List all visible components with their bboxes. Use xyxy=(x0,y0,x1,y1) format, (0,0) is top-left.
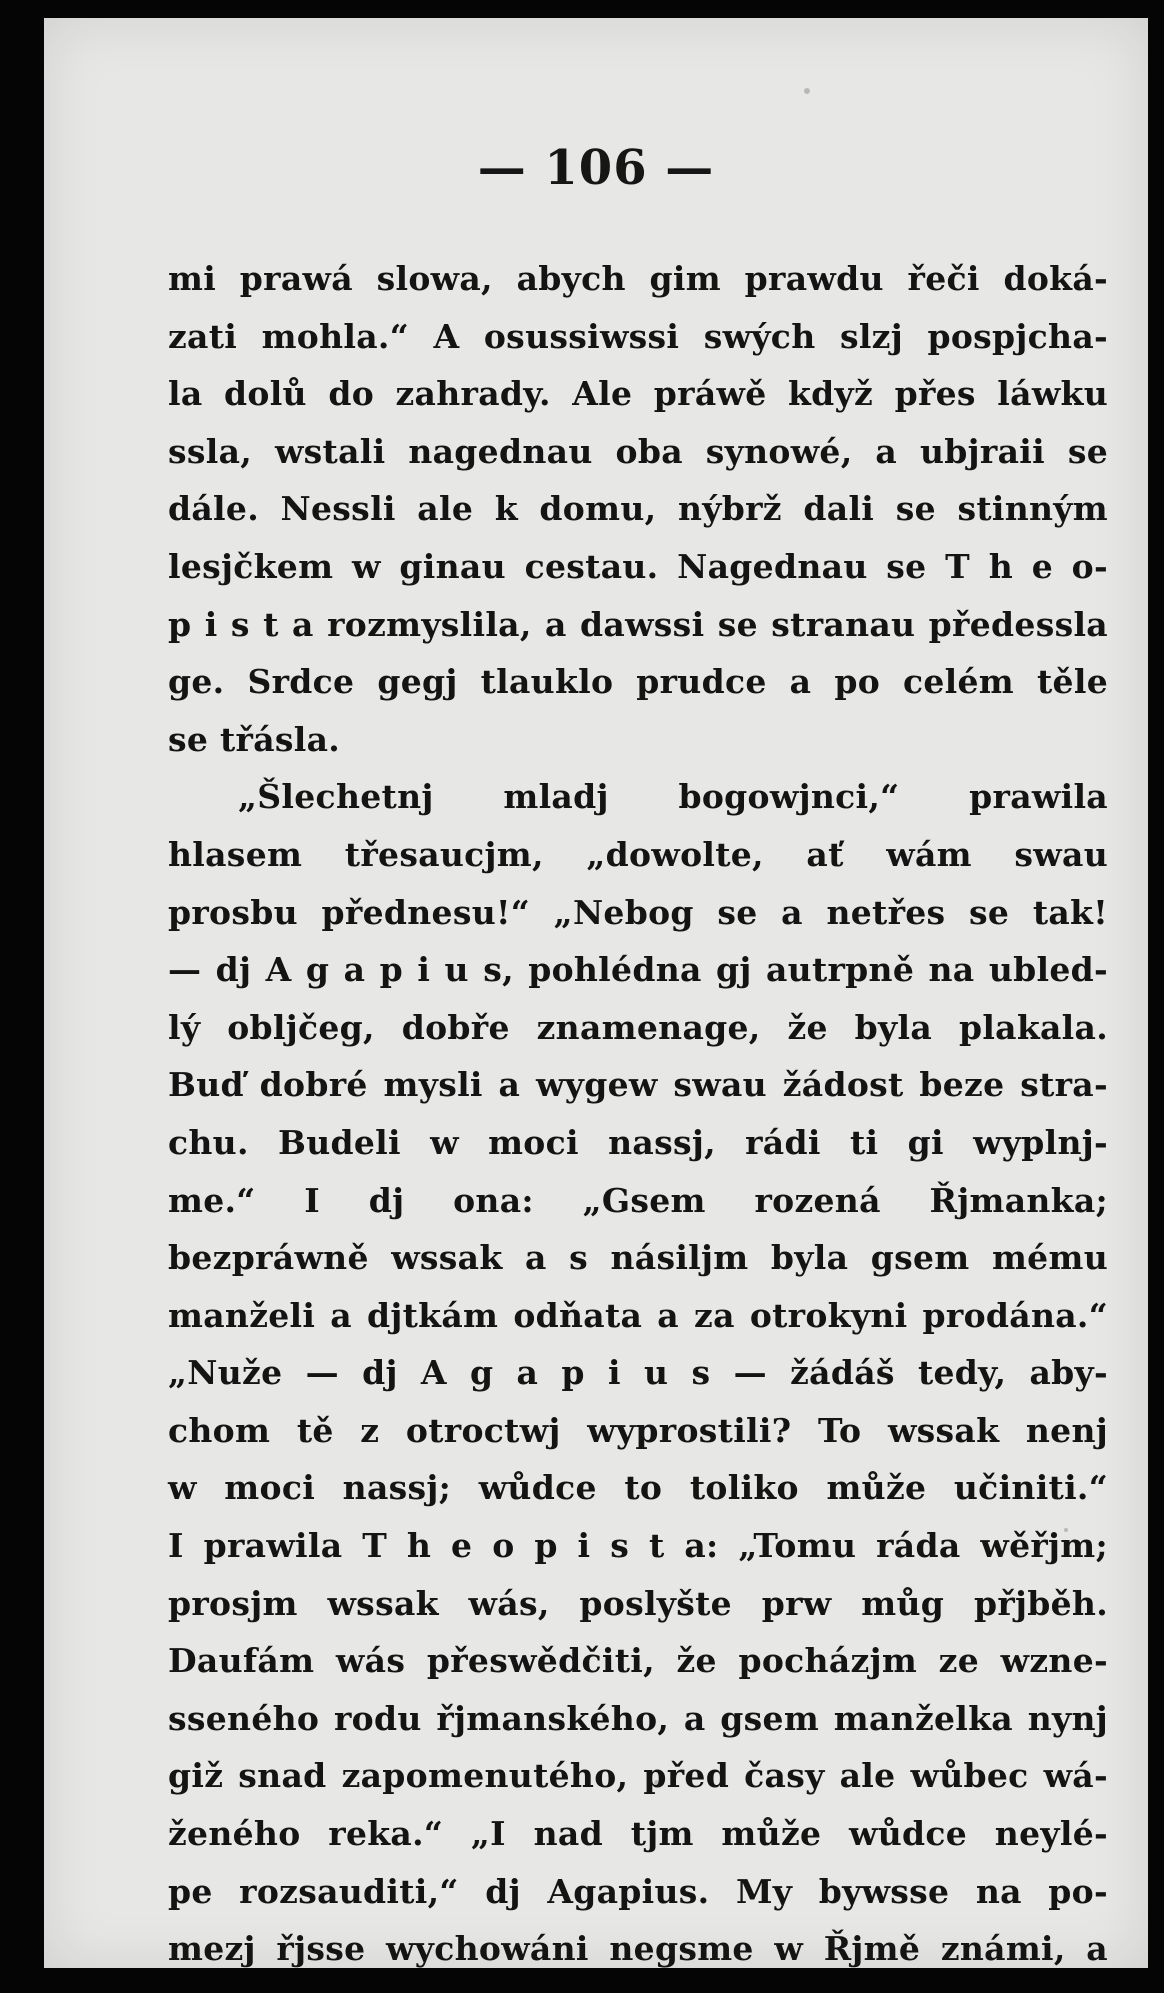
text-line: pe rozsauditi,“ dj Agapius. My bywsse na po- xyxy=(168,1871,1108,1911)
text-line: se třásla. xyxy=(168,719,341,759)
page-number: — 106 — xyxy=(477,140,715,196)
text-line: w moci nassj; wůdce to toliko může učiniti.“ xyxy=(168,1468,1108,1508)
text-line: giž snad zapomenutého, před časy ale wůbec wá- xyxy=(168,1756,1108,1796)
text-line: chom tě z otroctwj wyprostili? To wssak nenj xyxy=(168,1410,1108,1450)
text-line: manželi a djtkám odňata a za otrokyni prodána.“ xyxy=(168,1295,1108,1335)
text-line: lý obljčeg, dobře znamenage, že byla plakala. xyxy=(168,1007,1108,1047)
text-line: lesjčkem w ginau cestau. Nagednau se T h e o- xyxy=(168,546,1108,586)
text-line: I prawila T h e o p i s t a: „Tomu ráda wěřjm; xyxy=(168,1526,1108,1566)
text-line: chu. Budeli w moci nassj, rádi ti gi wyplnj- xyxy=(168,1122,1108,1162)
text-line: ssla, wstali nagednau oba synowé, a ubjraii se xyxy=(168,431,1108,471)
text-line: sseného rodu řjmanského, a gsem manželka nynj xyxy=(168,1698,1108,1738)
text-line: mezj řjsse wychowáni negsme w Řjmě známi, a xyxy=(168,1929,1108,1969)
text-line: „Šlechetnj mladj bogowjnci,“ prawila xyxy=(238,777,1108,817)
text-line: dále. Nessli ale k domu, nýbrž dali se stinným xyxy=(168,489,1108,529)
text-line: hlasem třesaucjm, „dowolte, ať wám swau xyxy=(168,834,1108,874)
paper-speck xyxy=(804,88,810,94)
text-line: mi prawá slowa, abych gim prawdu řeči doká- xyxy=(168,259,1108,298)
paper-sheet xyxy=(44,18,1148,1968)
text-line: — dj A g a p i u s, pohlédna gj autrpně na ubled- xyxy=(168,950,1108,990)
text-line: bezpráwně wssak a s násiljm byla gsem mému xyxy=(168,1238,1108,1278)
body-text xyxy=(168,250,1108,1978)
text-line: zati mohla.“ A osussiwssi swých slzj pospjcha- xyxy=(168,316,1108,356)
text-line: „Nuže — dj A g a p i u s — žádáš tedy, aby- xyxy=(168,1353,1108,1393)
text-line: me.“ I dj ona: „Gsem rozená Řjmanka; xyxy=(168,1180,1108,1220)
text-line: Daufám wás přeswědčiti, že pocházjm ze wzne- xyxy=(168,1641,1108,1681)
text-line: ženého reka.“ „I nad tjm může wůdce neylé- xyxy=(168,1814,1108,1854)
text-line: ge. Srdce gegj tlauklo prudce a po celém těle xyxy=(168,662,1108,702)
text-line: Buď dobré mysli a wygew swau žádost beze stra- xyxy=(168,1065,1108,1105)
text-line: prosbu přednesu!“ „Nebog se a netřes se tak! xyxy=(168,892,1108,932)
text-line: la dolů do zahrady. Ale práwě když přes láwku xyxy=(168,374,1108,414)
text-line: prosjm wssak wás, poslyšte prw můg přjběh. xyxy=(168,1583,1108,1623)
text-line: p i s t a rozmyslila, a dawssi se stranau předessla xyxy=(168,604,1108,644)
